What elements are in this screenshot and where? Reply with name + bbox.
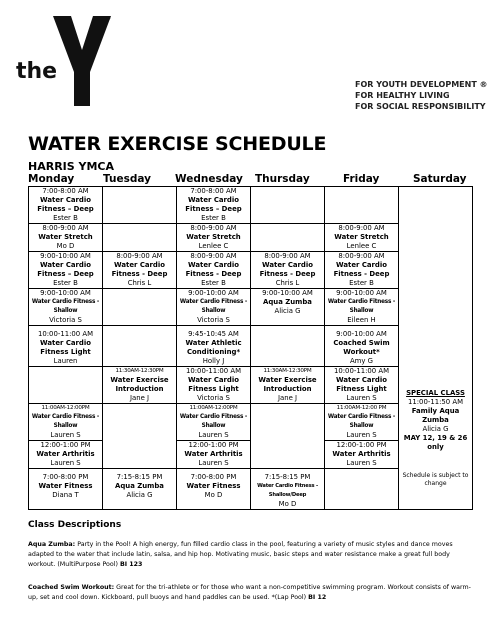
tagline-line-2: FOR HEALTHY LIVING [355, 91, 450, 100]
class-instructor: Mo D [278, 500, 297, 508]
svg-text:YMCA: YMCA [92, 92, 99, 110]
class-name: Water Cardio Fitness - Shallow [31, 299, 100, 314]
class-time: 8:00-9:00 AM [190, 252, 237, 260]
class-cell [177, 367, 251, 404]
class-time: 9:00-10:00 AM [188, 289, 239, 297]
day-header-saturday: Saturday [413, 173, 467, 185]
class-cell [29, 289, 103, 326]
class-time: 8:00-9:00 AM [264, 252, 311, 260]
class-time: 9:00-10:00 AM [336, 330, 387, 338]
day-header-monday: Monday [28, 173, 75, 185]
special-class-label: SPECIAL CLASS [406, 389, 465, 397]
class-name: Water Stretch [186, 233, 241, 241]
empty-cell [103, 289, 177, 326]
special-class-cell [399, 187, 473, 510]
day-header-wednesday: Wednesday [175, 173, 243, 185]
class-cell [29, 252, 103, 289]
class-cell [29, 224, 103, 252]
class-time: 7:00-8:00 PM [190, 473, 237, 481]
class-instructor: Alicia G [422, 425, 449, 433]
class-instructor: Ester B [349, 279, 374, 287]
class-name: Aqua Zumba [263, 298, 312, 306]
class-time: 10:00-11:00 AM [333, 367, 390, 375]
empty-cell [325, 187, 399, 224]
class-name: Water Fitness [186, 482, 241, 490]
class-name: Water Cardio Fitness Light [40, 339, 91, 356]
class-cell [251, 469, 325, 510]
class-name: Water Stretch [334, 233, 389, 241]
class-time: 12:00-1:00 PM [336, 441, 387, 449]
class-instructor: Mo D [56, 242, 75, 250]
empty-cell [251, 224, 325, 252]
class-cell [29, 404, 103, 469]
special-class-dates: MAY 12, 19 & 26 only [403, 434, 468, 451]
class-cell [103, 252, 177, 289]
class-cell [325, 404, 399, 469]
class-cell [177, 252, 251, 289]
class-time: 10:00-11:00 AM [185, 367, 242, 375]
class-cell [177, 224, 251, 252]
class-time: 12:00-1:00 PM [40, 441, 91, 449]
empty-cell [103, 404, 177, 469]
class-cell [177, 289, 251, 326]
svg-text:the: the [16, 59, 58, 84]
class-instructor: Lauren [53, 357, 78, 365]
svg-text:®: ® [106, 16, 111, 22]
class-name: Water Cardio Fitness – Deep [37, 261, 94, 278]
class-time: 9:45-10:45 AM [188, 330, 239, 338]
class-instructor: Jane J [129, 394, 150, 402]
class-time: 7:00-8:00 AM [42, 187, 89, 195]
class-time: 7:15-8:15 PM [116, 473, 163, 481]
class-cell [325, 367, 399, 404]
description-label: Coached Swim Workout: [28, 584, 115, 591]
class-instructor: Lenlee C [346, 242, 377, 250]
schedule-note: Schedule is subject to change [402, 472, 469, 487]
class-name: Water Cardio Fitness - Shallow [327, 299, 396, 314]
class-name: Water Fitness [38, 482, 93, 490]
class-name: Water Cardio Fitness - Deep [185, 261, 242, 278]
class-time: 11:00AM-12:00PM [41, 405, 90, 411]
empty-cell [325, 469, 399, 510]
class-cell [251, 367, 325, 404]
class-instructor: Ester B [53, 279, 78, 287]
tagline-line-3: FOR SOCIAL RESPONSIBILITY [355, 102, 486, 111]
class-instructor: Lauren S [346, 459, 377, 467]
class-time: 9:00-10:00 AM [262, 289, 313, 297]
class-instructor: Ester B [53, 214, 78, 222]
class-name: Water Arthritis [36, 450, 95, 458]
empty-cell [103, 326, 177, 367]
class-instructor: Victoria S [197, 316, 230, 324]
class-cell [29, 469, 103, 510]
class-time: 7:15-8:15 PM [264, 473, 311, 481]
class-name: Water Cardio Fitness - Shallow [179, 299, 248, 314]
empty-cell [103, 224, 177, 252]
class-name: Water Exercise Introduction [258, 376, 317, 393]
class-name: Water Cardio Fitness - Shallow/Deep [257, 483, 318, 498]
class-name: Water Cardio Fitness Light [336, 376, 387, 393]
empty-cell [251, 326, 325, 367]
class-instructor: Alicia G [126, 491, 153, 499]
class-time: 9:00-10:00 AM [40, 252, 91, 260]
class-instructor: Lauren S [346, 394, 377, 402]
description-label: Aqua Zumba: [28, 541, 76, 548]
class-cell [177, 469, 251, 510]
class-cell [103, 367, 177, 404]
class-name: Water Cardio Fitness - Deep [333, 261, 390, 278]
class-instructor: Lauren S [198, 459, 229, 467]
class-name: Water Cardio Fitness - Shallow [31, 414, 100, 429]
class-time: 11:30AM-12:30PM [263, 368, 312, 374]
class-instructor: Diana T [52, 491, 79, 499]
description-text: Party in the Pool! A high energy, fun filled cardio class in the pool, featuring a variety of music styles and dance moves adapted to the water that include latin, salsa, and hip hop. Motivating music, basic steps and water resistance make a great full body workout. (MultiPurpose Pool) [28, 541, 453, 568]
class-cell [177, 187, 251, 224]
class-name: Water Cardio Fitness Light [188, 376, 239, 393]
ymca-logo [16, 10, 116, 110]
class-time: 8:00-9:00 AM [338, 252, 385, 260]
day-header-tuesday: Tuesday [103, 173, 151, 185]
class-time: 8:00-9:00 AM [338, 224, 385, 232]
class-name: Water Arthritis [332, 450, 391, 458]
class-name: Water Athletic Conditioning* [185, 339, 242, 356]
empty-cell [251, 404, 325, 469]
class-instructor: Mo D [204, 491, 223, 499]
class-instructor: Lauren S [50, 431, 81, 439]
class-name: Water Cardio Fitness - Shallow [327, 414, 396, 429]
class-time: 7:00-8:00 PM [42, 473, 89, 481]
class-cell [103, 469, 177, 510]
class-time: 10:00-11:00 AM [37, 330, 94, 338]
class-name: Water Cardio Fitness – Deep [185, 196, 242, 213]
day-header-friday: Friday [343, 173, 380, 185]
class-instructor: Eileen H [347, 316, 376, 324]
class-instructor: Holly J [202, 357, 225, 365]
class-time: 9:00-10:00 AM [40, 289, 91, 297]
class-time: 12:00-1:00 PM [188, 441, 239, 449]
class-cell [177, 326, 251, 367]
class-time: 8:00-9:00 AM [116, 252, 163, 260]
class-cell [325, 289, 399, 326]
class-time: 9:00-10:00 AM [336, 289, 387, 297]
description-text: Great for the tri-athlete or for those who want a non-competitive swimming program. Workout consists of warm-up, set and cool down. Kickboard, pull buoys and hand paddles can be used. *(Lap Pool) [28, 584, 471, 601]
class-name: Water Cardio Fitness - Deep [259, 261, 316, 278]
class-name: Water Stretch [38, 233, 93, 241]
class-instructor: Ester B [201, 214, 226, 222]
tagline-line-1: FOR YOUTH DEVELOPMENT ® [355, 80, 488, 89]
class-instructor: Lauren S [346, 431, 377, 439]
class-instructor: Lenlee C [198, 242, 229, 250]
empty-cell [251, 187, 325, 224]
class-time: 11:00-11:50 AM [407, 398, 464, 406]
class-time: 8:00-9:00 AM [190, 224, 237, 232]
class-time: 11:00AM-12:00 PM [336, 405, 387, 411]
class-instructor: Victoria S [197, 394, 230, 402]
class-cell [251, 289, 325, 326]
class-time: 11:00AM-12:00PM [189, 405, 238, 411]
class-instructor: Amy G [349, 357, 374, 365]
class-name: Water Arthritis [184, 450, 243, 458]
class-name: Water Cardio Fitness - Deep [111, 261, 168, 278]
empty-cell [103, 187, 177, 224]
class-cell [29, 326, 103, 367]
class-instructor: Victoria S [49, 316, 82, 324]
class-name: Water Exercise Introduction [110, 376, 169, 393]
tagline [355, 79, 488, 112]
class-cell [325, 224, 399, 252]
description-code: BI 123 [119, 561, 143, 568]
class-time: 8:00-9:00 AM [42, 224, 89, 232]
page-title: WATER EXERCISE SCHEDULE [28, 133, 327, 155]
class-name: Water Cardio Fitness – Deep [37, 196, 94, 213]
class-name: Water Cardio Fitness - Shallow [179, 414, 248, 429]
class-name: Family Aqua Zumba [411, 407, 460, 424]
day-header-thursday: Thursday [255, 173, 310, 185]
class-instructor: Lauren S [50, 459, 81, 467]
class-descriptions-heading: Class Descriptions [28, 520, 122, 530]
empty-cell [29, 367, 103, 404]
class-time: 11:30AM-12:30PM [115, 368, 164, 374]
class-time: 7:00-8:00 AM [190, 187, 237, 195]
class-instructor: Chris L [275, 279, 300, 287]
description-aqua-zumba [28, 540, 473, 570]
class-name: Coached Swim Workout* [333, 339, 390, 356]
class-cell [325, 252, 399, 289]
class-instructor: Ester B [201, 279, 226, 287]
class-instructor: Chris L [127, 279, 152, 287]
class-cell [325, 326, 399, 367]
class-cell [29, 187, 103, 224]
class-instructor: Jane J [277, 394, 298, 402]
class-cell [251, 252, 325, 289]
class-instructor: Lauren S [198, 431, 229, 439]
class-cell [177, 404, 251, 469]
class-instructor: Alicia G [274, 307, 301, 315]
description-coached-swim [28, 583, 473, 603]
description-code: BI 12 [308, 594, 327, 601]
schedule-table [28, 186, 473, 510]
class-name: Aqua Zumba [115, 482, 164, 490]
location-subtitle: HARRIS YMCA [28, 160, 115, 173]
